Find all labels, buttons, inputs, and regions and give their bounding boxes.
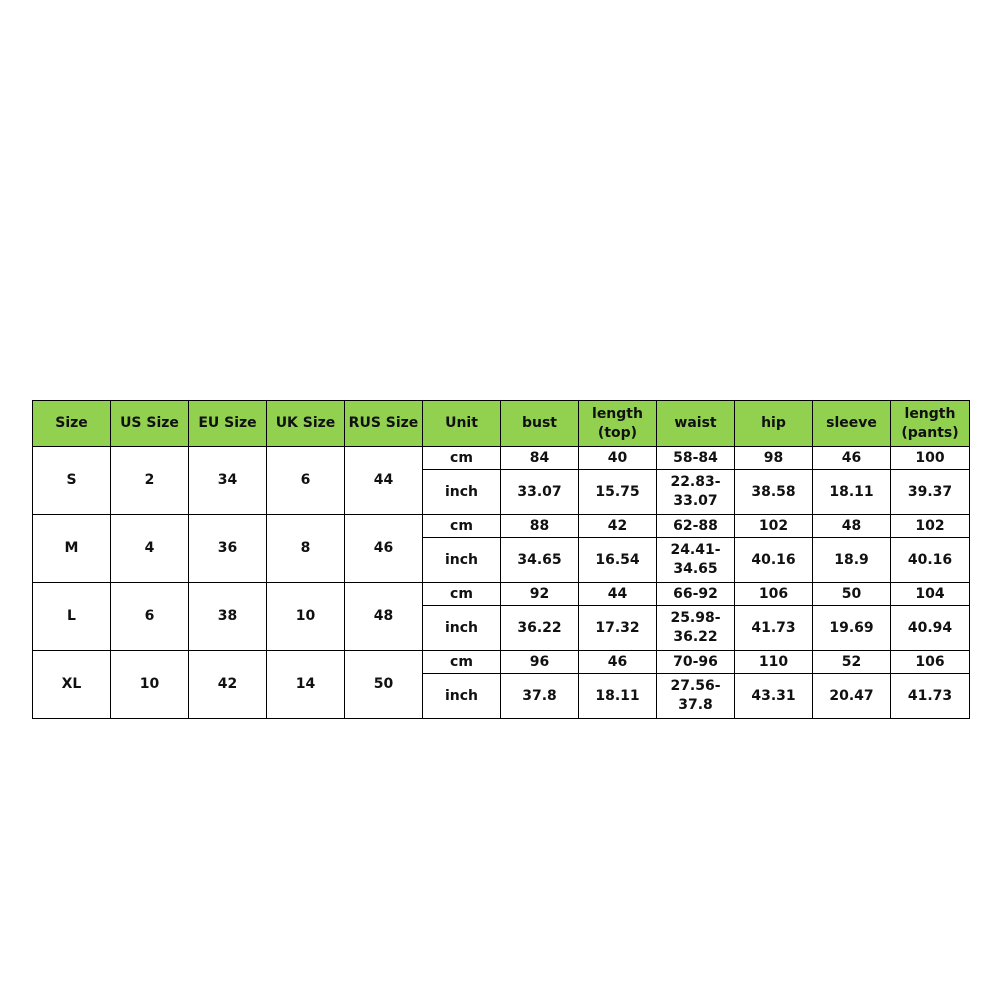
rus-size-cell: 46: [345, 515, 423, 583]
length-pants-cell: 104: [891, 583, 970, 606]
length-top-cell: 16.54: [579, 538, 657, 583]
sleeve-cell: 18.9: [813, 538, 891, 583]
length-pants-cell: 106: [891, 651, 970, 674]
sleeve-cell: 48: [813, 515, 891, 538]
us-size-cell: 6: [111, 583, 189, 651]
sleeve-cell: 50: [813, 583, 891, 606]
waist-cell: 58-84: [657, 447, 735, 470]
size-cell: XL: [33, 651, 111, 719]
sleeve-cell: 52: [813, 651, 891, 674]
waist-cell: 22.83-33.07: [657, 470, 735, 515]
size-cell: M: [33, 515, 111, 583]
length-pants-cell: 39.37: [891, 470, 970, 515]
length-top-cell: 18.11: [579, 674, 657, 719]
bust-cell: 37.8: [501, 674, 579, 719]
eu-size-cell: 34: [189, 447, 267, 515]
bust-cell: 34.65: [501, 538, 579, 583]
rus-size-cell: 50: [345, 651, 423, 719]
size-cell: S: [33, 447, 111, 515]
uk-size-cell: 6: [267, 447, 345, 515]
waist-cell: 24.41-34.65: [657, 538, 735, 583]
unit-cell: inch: [423, 606, 501, 651]
hip-cell: 106: [735, 583, 813, 606]
bust-cell: 88: [501, 515, 579, 538]
header-length-top: length (top): [579, 401, 657, 447]
length-top-cell: 46: [579, 651, 657, 674]
waist-cell: 25.98-36.22: [657, 606, 735, 651]
eu-size-cell: 38: [189, 583, 267, 651]
hip-cell: 38.58: [735, 470, 813, 515]
length-pants-cell: 102: [891, 515, 970, 538]
waist-cell: 70-96: [657, 651, 735, 674]
eu-size-cell: 36: [189, 515, 267, 583]
uk-size-cell: 8: [267, 515, 345, 583]
bust-cell: 92: [501, 583, 579, 606]
unit-cell: cm: [423, 651, 501, 674]
length-pants-cell: 100: [891, 447, 970, 470]
us-size-cell: 10: [111, 651, 189, 719]
hip-cell: 110: [735, 651, 813, 674]
header-waist: waist: [657, 401, 735, 447]
rus-size-cell: 44: [345, 447, 423, 515]
header-us-size: US Size: [111, 401, 189, 447]
hip-cell: 43.31: [735, 674, 813, 719]
header-hip: hip: [735, 401, 813, 447]
us-size-cell: 4: [111, 515, 189, 583]
table-row: [33, 515, 970, 538]
uk-size-cell: 10: [267, 583, 345, 651]
size-cell: L: [33, 583, 111, 651]
sleeve-cell: 19.69: [813, 606, 891, 651]
length-top-cell: 44: [579, 583, 657, 606]
header-row: [33, 401, 970, 447]
header-uk-size: UK Size: [267, 401, 345, 447]
eu-size-cell: 42: [189, 651, 267, 719]
header-size: Size: [33, 401, 111, 447]
bust-cell: 84: [501, 447, 579, 470]
hip-cell: 98: [735, 447, 813, 470]
length-top-cell: 17.32: [579, 606, 657, 651]
rus-size-cell: 48: [345, 583, 423, 651]
bust-cell: 96: [501, 651, 579, 674]
header-rus-size: RUS Size: [345, 401, 423, 447]
bust-cell: 33.07: [501, 470, 579, 515]
length-top-cell: 40: [579, 447, 657, 470]
unit-cell: cm: [423, 583, 501, 606]
length-pants-cell: 40.16: [891, 538, 970, 583]
unit-cell: cm: [423, 447, 501, 470]
length-pants-cell: 40.94: [891, 606, 970, 651]
unit-cell: inch: [423, 470, 501, 515]
length-top-cell: 15.75: [579, 470, 657, 515]
table-row: [33, 583, 970, 606]
hip-cell: 102: [735, 515, 813, 538]
unit-cell: inch: [423, 674, 501, 719]
sleeve-cell: 18.11: [813, 470, 891, 515]
waist-cell: 66-92: [657, 583, 735, 606]
header-eu-size: EU Size: [189, 401, 267, 447]
length-pants-cell: 41.73: [891, 674, 970, 719]
header-bust: bust: [501, 401, 579, 447]
header-length-pants: length (pants): [891, 401, 970, 447]
sleeve-cell: 20.47: [813, 674, 891, 719]
waist-cell: 27.56-37.8: [657, 674, 735, 719]
header-unit: Unit: [423, 401, 501, 447]
header-sleeve: sleeve: [813, 401, 891, 447]
unit-cell: inch: [423, 538, 501, 583]
sleeve-cell: 46: [813, 447, 891, 470]
size-chart-table: [32, 400, 970, 719]
table-row: [33, 651, 970, 674]
hip-cell: 40.16: [735, 538, 813, 583]
table-row: [33, 447, 970, 470]
bust-cell: 36.22: [501, 606, 579, 651]
hip-cell: 41.73: [735, 606, 813, 651]
length-top-cell: 42: [579, 515, 657, 538]
us-size-cell: 2: [111, 447, 189, 515]
waist-cell: 62-88: [657, 515, 735, 538]
unit-cell: cm: [423, 515, 501, 538]
uk-size-cell: 14: [267, 651, 345, 719]
